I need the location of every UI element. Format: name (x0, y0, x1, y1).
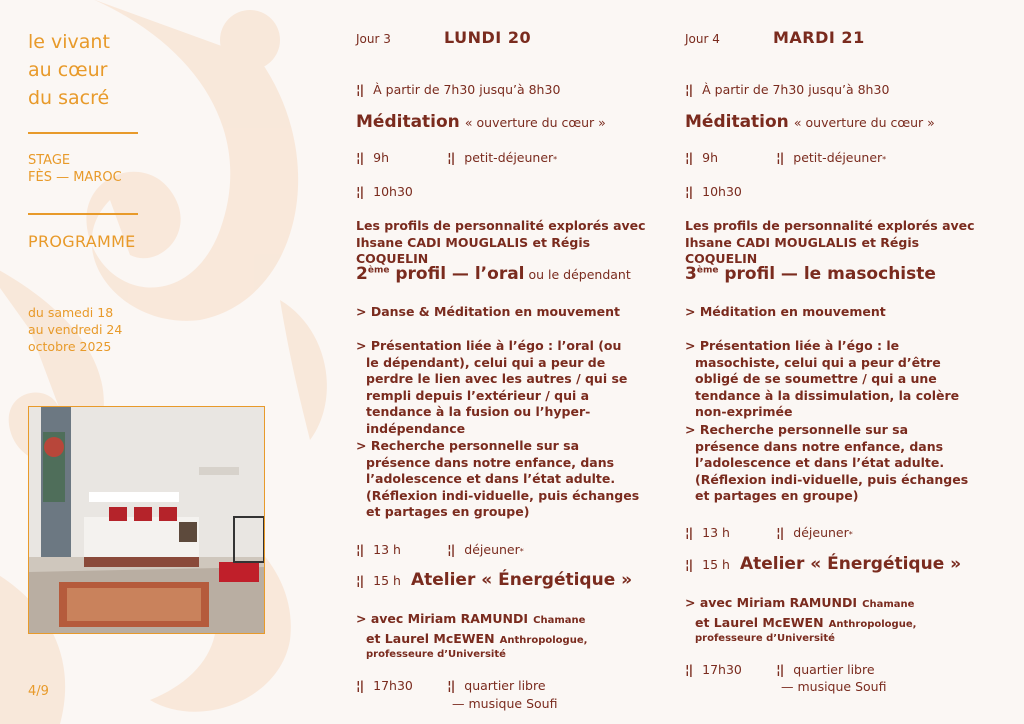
day-column-4 (685, 28, 1005, 694)
bar-icon: ¦| (447, 150, 455, 165)
meditation-subtitle: « ouverture du cœur » (793, 115, 935, 130)
bar-icon: ¦| (356, 82, 364, 97)
footnote-mark: * (882, 155, 887, 164)
footnote-mark: * (553, 155, 558, 164)
leader-line (685, 612, 1005, 632)
slot-time: 9h (373, 150, 390, 165)
meditation-title: Méditation (356, 112, 460, 132)
stage-line: FÈS — MAROC (28, 170, 122, 185)
profile-heading (685, 264, 936, 284)
leader-role: professeure d’Université (366, 649, 506, 660)
workshop-slot (356, 570, 632, 590)
bar-icon: ¦| (685, 557, 693, 572)
profile-number: 3 (685, 264, 697, 284)
page-number: 4/9 (28, 684, 49, 699)
slot-time: 10h30 (702, 184, 742, 199)
profiles-intro (685, 218, 995, 268)
meditation-subtitle: « ouverture du cœur » (464, 115, 606, 130)
program-item: > Présentation liée à l’égo : l’oral (ou le dépendant), celui qui a peur de perdre le lien avec les autres / qui se rempli depuis l’extérieur / qui a tendance à la fusion ou l’hyper-indépendance (356, 338, 628, 436)
intro-line: Ihsane CADI MOUGLALIS et Régis COQUELIN (685, 234, 920, 266)
workshop-title: Atelier « Énergétique » (410, 570, 633, 590)
day-name: LUNDI 20 (444, 28, 532, 47)
slot-note: — musique Soufi (452, 696, 558, 711)
profiles-intro (356, 218, 656, 268)
bar-icon: ¦| (447, 542, 455, 557)
free-slot (356, 678, 546, 693)
slot-label: quartier libre (793, 662, 875, 677)
divider (28, 213, 138, 215)
day-header (685, 28, 1005, 52)
workshop-slot (685, 554, 961, 574)
slot-time: 15 h (702, 557, 730, 572)
profile-heading (356, 264, 631, 284)
bar-icon: ¦| (685, 150, 693, 165)
slot-time: 15 h (373, 573, 401, 588)
intro-line: Les profils de personnalité explorés avec (685, 218, 975, 233)
profile-title: profil — l’oral (389, 264, 525, 284)
program-item: > Présentation liée à l’égo : le masochiste, celui qui a peur d’être obligé de se soumettre / qui a une tendance à la dissimulation, la colère non-exprimée (685, 338, 960, 419)
meditation-heading (356, 112, 606, 132)
title-line: du sacré (28, 87, 110, 109)
profile-subtitle: ou le dépendant (524, 267, 631, 282)
day-header (356, 28, 676, 52)
slot-time: 17h30 (373, 678, 413, 693)
leader-role: Chamane (862, 599, 915, 610)
footnote-mark: * (848, 530, 853, 539)
workshop-leaders (356, 608, 676, 662)
workshop-leaders (685, 592, 1005, 646)
bar-icon: ¦| (356, 542, 364, 557)
bar-icon: ¦| (776, 525, 784, 540)
slot-label: petit-déjeuner (464, 150, 554, 165)
slot-time: 9h (702, 150, 719, 165)
breakfast-slot (685, 150, 886, 165)
leader-line (685, 592, 1005, 612)
bar-icon: ¦| (356, 573, 364, 588)
day-number: Jour 4 (685, 32, 720, 46)
day-name: MARDI 21 (773, 28, 865, 47)
meditation-heading (685, 112, 935, 132)
footnote-mark: * (519, 547, 524, 556)
slot-time: 10h30 (373, 184, 413, 199)
bar-icon: ¦| (776, 150, 784, 165)
lunch-slot (356, 542, 524, 557)
slot-text: À partir de 7h30 jusqu’à 8h30 (373, 82, 561, 97)
profile-number: 2 (356, 264, 368, 284)
bar-icon: ¦| (685, 525, 693, 540)
workshop-title: Atelier « Énergétique » (739, 554, 962, 574)
leader-role: professeure d’Université (695, 633, 835, 644)
slot-label: déjeuner (793, 525, 849, 540)
program-item: > Recherche personnelle sur sa présence dans notre enfance, dans l’adolescence et dans l’état adulte. (Réflexion indi-viduelle, puis échanges et partages en groupe) (356, 438, 640, 519)
divider (28, 132, 138, 134)
bar-icon: ¦| (685, 662, 693, 677)
slot-text: À partir de 7h30 jusqu’à 8h30 (702, 82, 890, 97)
slot-label: petit-déjeuner (793, 150, 883, 165)
date-range (28, 304, 122, 355)
date-line: du samedi 18 (28, 305, 114, 320)
bar-icon: ¦| (776, 662, 784, 677)
bar-icon: ¦| (447, 678, 455, 693)
stage-line: STAGE (28, 153, 71, 168)
slot-label: quartier libre (464, 678, 546, 693)
leader-role: Anthropologue, (499, 634, 588, 646)
section-heading: PROGRAMME (28, 232, 136, 251)
free-slot (685, 662, 875, 677)
intro-line: Les profils de personnalité explorés avec (356, 218, 646, 233)
program-item: > Danse & Méditation en mouvement (356, 304, 620, 319)
morning-slot (356, 184, 413, 199)
profile-ordinal: ème (367, 265, 390, 276)
leader-role: Chamane (533, 615, 586, 626)
program-item: > Recherche personnelle sur sa présence dans notre enfance, dans l’adolescence et dans l’état adulte. (Réflexion indi-viduelle, puis échanges et partages en groupe) (685, 422, 969, 503)
leader-name: et Laurel McEWEN (366, 630, 495, 646)
brochure-title (28, 28, 288, 112)
day-number: Jour 3 (356, 32, 391, 46)
profile-ordinal: ème (696, 265, 719, 276)
bar-icon: ¦| (685, 82, 693, 97)
bar-icon: ¦| (356, 150, 364, 165)
stage-location (28, 152, 122, 186)
leader-role: Anthropologue, (828, 618, 917, 630)
leader-name: > avec Miriam RAMUNDI (685, 595, 858, 610)
leader-line (356, 608, 676, 628)
slot-note: — musique Soufi (781, 679, 887, 694)
slot-time: 17h30 (702, 662, 742, 677)
day-column-3 (356, 28, 676, 711)
leader-line (356, 628, 676, 648)
leader-name: et Laurel McEWEN (695, 614, 824, 630)
slot-time: 13 h (702, 525, 730, 540)
early-slot (685, 82, 889, 97)
title-line: le vivant (28, 31, 110, 53)
bar-icon: ¦| (685, 184, 693, 199)
leader-name: > avec Miriam RAMUNDI (356, 611, 529, 626)
early-slot (356, 82, 560, 97)
program-item: > Méditation en mouvement (685, 304, 886, 319)
bar-icon: ¦| (356, 678, 364, 693)
slot-time: 13 h (373, 542, 401, 557)
slot-label: déjeuner (464, 542, 520, 557)
date-line: au vendredi 24 (28, 322, 123, 337)
bedroom-photo (28, 406, 265, 634)
date-line: octobre 2025 (28, 339, 112, 354)
meditation-title: Méditation (685, 112, 789, 132)
title-line: au cœur (28, 59, 108, 81)
bar-icon: ¦| (356, 184, 364, 199)
breakfast-slot (356, 150, 557, 165)
intro-line: Ihsane CADI MOUGLALIS et Régis COQUELIN (356, 234, 591, 266)
profile-title: profil — le masochiste (718, 264, 936, 284)
morning-slot (685, 184, 742, 199)
lunch-slot (685, 525, 853, 540)
